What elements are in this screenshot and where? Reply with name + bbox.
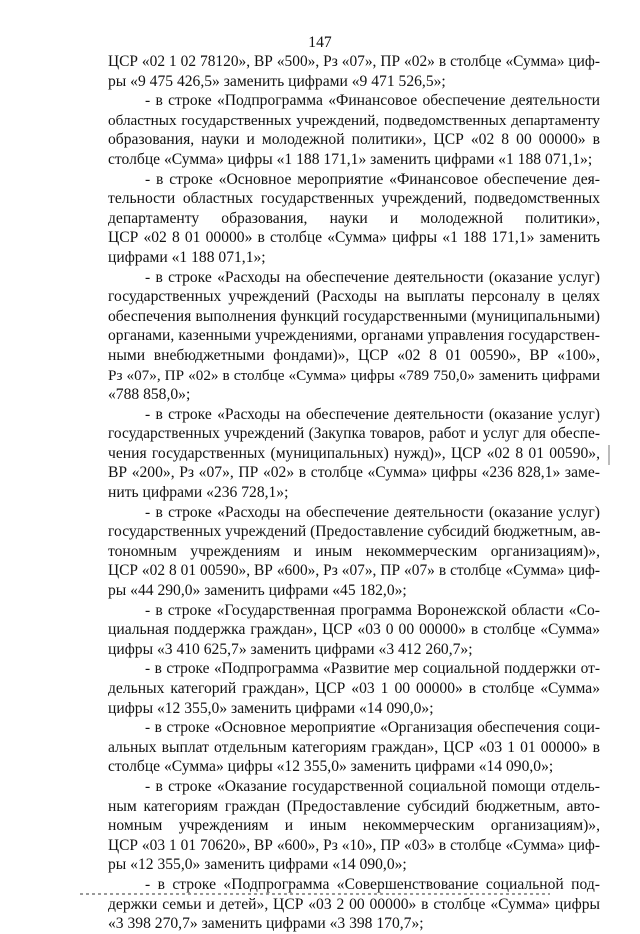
- text-line: Рз «07», ПР «02» в столбце «Сумма» цифры «789 750,0» заменить цифрами: [108, 366, 600, 384]
- text-line: ВР «200», Рз «07», ПР «02» в столбце «Сумма» цифры «236 828,1» заме-: [108, 464, 600, 482]
- text-line: ЦСР «02 1 02 78120», ВР «500», Рз «07», ПР «02» в столбце «Сумма» циф-: [108, 53, 600, 70]
- text-line: обеспечения выполнения функций государственными (муниципальными): [108, 307, 600, 325]
- text-line: ЦСР «03 1 01 70620», ВР «600», Рз «10», ПР «03» в столбце «Сумма» циф-: [108, 836, 600, 854]
- text-line: тономным учреждениям и иным некоммерческим организациям)»,: [108, 542, 600, 560]
- text-line: - в строке «Расходы на обеспечение деятельности (оказание услуг): [145, 268, 600, 286]
- document-body: [108, 52, 600, 934]
- text-line: держки семьи и детей», ЦСР «03 2 00 00000» в столбце «Сумма» цифры: [108, 895, 600, 913]
- text-line: дельных категорий граждан», ЦСР «03 1 00 00000» в столбце «Сумма»: [108, 680, 600, 697]
- page-number: 147: [308, 34, 332, 51]
- text-line: альных выплат отдельным категориям граждан», ЦСР «03 1 01 00000» в: [108, 738, 600, 756]
- text-line: ры «9 475 426,5» заменить цифрами «9 471 526,5»;: [108, 72, 446, 90]
- text-line: ными внебюджетными фондами)», ЦСР «02 8 01 00590», ВР «100»,: [108, 346, 600, 364]
- text-line: ЦСР «02 8 01 00590», ВР «600», Рз «07», ПР «07» в столбце «Сумма» циф-: [108, 562, 600, 580]
- text-line: ры «12 355,0» заменить цифрами «14 090,0»;: [108, 856, 407, 874]
- text-line: - в строке «Подпрограмма «Совершенствование социальной под-: [145, 875, 600, 893]
- text-line: - в строке «Государственная программа Воронежской области «Со-: [145, 601, 600, 619]
- text-line: департаменту образования, науки и молодежной политики»,: [108, 209, 600, 227]
- text-line: цифры «12 355,0» заменить цифрами «14 090,0»;: [108, 699, 434, 717]
- text-line: - в строке «Оказание государственной социальной помощи отдель-: [145, 777, 600, 795]
- text-line: циальная поддержка граждан», ЦСР «03 0 00 00000» в столбце «Сумма»: [108, 621, 600, 639]
- text-line: ЦСР «02 8 01 00000» в столбце «Сумма» цифры «1 188 171,1» заменить: [108, 229, 600, 247]
- scan-bottom-edge: [80, 893, 550, 895]
- text-line: цифры «3 410 625,7» заменить цифрами «3 412 260,7»;: [108, 640, 473, 658]
- text-line: нить цифрами «236 728,1»;: [108, 484, 289, 502]
- text-line: образования, науки и молодежной политики», ЦСР «02 8 00 00000» в: [108, 131, 600, 149]
- text-line: столбце «Сумма» цифры «1 188 171,1» заменить цифрами «1 188 071,1»;: [108, 150, 593, 168]
- text-line: тельности областных государственных учреждений, подведомственных: [108, 190, 600, 208]
- text-line: номным учреждениям и иным некоммерческим организациям)»,: [108, 817, 600, 835]
- text-line: государственных учреждений (Расходы на выплаты персоналу в целях: [108, 288, 600, 306]
- text-line: - в строке «Основное мероприятие «Финансовое обеспечение дея-: [145, 170, 600, 188]
- text-line: - в строке «Подпрограмма «Развитие мер социальной поддержки от-: [145, 660, 600, 678]
- text-line: цифрами «1 188 071,1»;: [108, 248, 266, 266]
- text-line: - в строке «Расходы на обеспечение деятельности (оказание услуг): [145, 503, 600, 521]
- text-line: «3 398 270,7» заменить цифрами «3 398 170,7»;: [108, 915, 424, 933]
- text-line: ным категориям граждан (Предоставление субсидий бюджетным, авто-: [108, 797, 600, 815]
- text-line: чения государственных (муниципальных) нужд)», ЦСР «02 8 01 00590»,: [108, 444, 600, 462]
- text-line: ры «44 290,0» заменить цифрами «45 182,0»;: [108, 582, 407, 600]
- scan-artifact-mark: [608, 445, 610, 465]
- text-line: - в строке «Основное мероприятие «Организация обеспечения соци-: [145, 719, 600, 737]
- text-line: - в строке «Расходы на обеспечение деятельности (оказание услуг): [145, 405, 600, 423]
- text-line: - в строке «Подпрограмма «Финансовое обеспечение деятельности: [145, 92, 600, 110]
- text-line: столбце «Сумма» цифры «12 355,0» заменить цифрами «14 090,0»;: [108, 758, 554, 776]
- text-line: государственных учреждений (Предоставление субсидий бюджетным, ав-: [108, 523, 601, 541]
- text-line: органами, казенными учреждениями, органами управления государствен-: [108, 327, 600, 345]
- text-line: «788 858,0»;: [108, 386, 191, 404]
- text-line: государственных учреждений (Закупка товаров, работ и услуг для обеспе-: [108, 425, 600, 443]
- text-line: областных государственных учреждений, подведомственных департаменту: [108, 111, 600, 129]
